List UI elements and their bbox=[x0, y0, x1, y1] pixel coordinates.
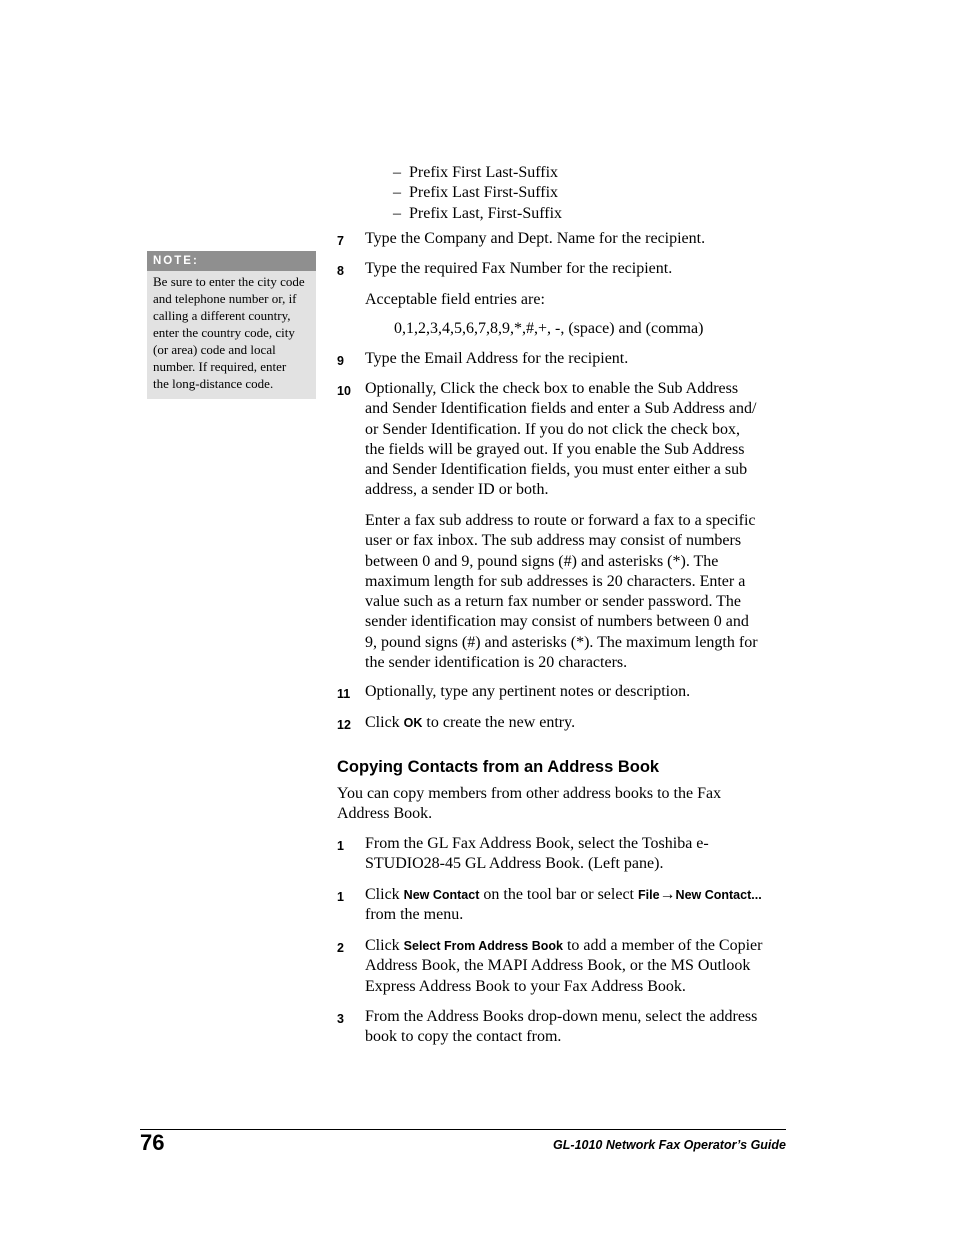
step-number: 1 bbox=[337, 890, 344, 904]
new-contact-menu-ref: New Contact... bbox=[675, 888, 762, 902]
step-11 bbox=[337, 682, 787, 702]
step-number: 10 bbox=[337, 384, 351, 398]
file-menu-ref: File bbox=[638, 888, 660, 902]
acceptable-entries-value: 0,1,2,3,4,5,6,7,8,9,*,#,+, -, (space) and (comma) bbox=[394, 320, 704, 337]
step-text: Type the Email Address for the recipient. bbox=[365, 350, 629, 367]
sub-address-paragraph: Enter a fax sub address to route or forward a fax to a specific user or fax inbox. The sub address may consist of numbers between 0 and 9, pound signs (#) and asterisks (*). The maximum length for sub addresses is 20 characters. Enter a value such as a return fax number or sender password. The sender identification may consist of numbers between 0 and 9, pound signs (#) and asterisks (*). The maximum length for the sender identification is 20 characters. bbox=[365, 512, 758, 672]
step-text: Optionally, type any pertinent notes or description. bbox=[365, 683, 691, 700]
step-number: 1 bbox=[337, 839, 344, 853]
copy-step-1 bbox=[337, 834, 787, 875]
list-item: – Prefix Last, First-Suffix bbox=[393, 204, 563, 222]
step-text: Type the Company and Dept. Name for the recipient. bbox=[365, 230, 706, 247]
arrow-icon: → bbox=[659, 886, 676, 903]
step-text: Click OK to create the new entry. bbox=[365, 714, 576, 731]
note-body: Be sure to enter the city code and telephone number or, if calling a different country, enter the country code, city (or area) code and local number. If required, enter the long-distance code. bbox=[153, 274, 305, 391]
footer-guide-title: GL-1010 Network Fax Operator’s Guide bbox=[553, 1138, 786, 1152]
list-item: – Prefix Last First-Suffix bbox=[393, 184, 559, 202]
ok-button-ref: OK bbox=[403, 716, 423, 730]
list-item: – Prefix First Last-Suffix bbox=[393, 164, 559, 181]
step-text: From the Address Books drop-down menu, select the address book to copy the contact from. bbox=[365, 1008, 758, 1046]
step-9 bbox=[337, 349, 787, 369]
step-7 bbox=[337, 229, 787, 249]
step-number: 11 bbox=[337, 687, 351, 701]
copy-step-2 bbox=[337, 936, 787, 997]
step-number: 9 bbox=[337, 354, 344, 368]
copy-step-1b bbox=[337, 885, 787, 926]
step-8 bbox=[337, 259, 787, 279]
step-12 bbox=[337, 713, 787, 733]
step-text: From the GL Fax Address Book, select the Toshiba e- STUDIO28-45 GL Address Book. (Left pane). bbox=[365, 835, 709, 873]
note-header: NOTE: bbox=[147, 251, 316, 271]
new-contact-ref: New Contact bbox=[403, 888, 480, 902]
step-number: 8 bbox=[337, 264, 344, 278]
step-10 bbox=[337, 379, 787, 501]
copy-step-3 bbox=[337, 1007, 787, 1048]
step-text: Optionally, Click the check box to enable the Sub Address and Sender Identification fields and enter a Sub Address and/ or Sender Identification. If you do not click the check box, the fields will be grayed out. If you enable the Sub Address and Sender Identification fields, you must enter either a sub address, a sender ID or both. bbox=[365, 380, 757, 499]
footer-divider bbox=[140, 1129, 786, 1130]
section-heading: Copying Contacts from an Address Book bbox=[337, 758, 660, 776]
name-format-list bbox=[393, 163, 562, 224]
acceptable-entries-label: Acceptable field entries are: bbox=[365, 291, 545, 308]
section-intro: You can copy members from other address books to the Fax Address Book. bbox=[337, 785, 722, 823]
step-number: 7 bbox=[337, 234, 344, 248]
step-text: Click Select From Address Book to add a member of the Copier Address Book, the MAPI Address Book, or the MS Outlook Express Address Book to your Fax Address Book. bbox=[365, 937, 763, 995]
page-number: 76 bbox=[140, 1130, 165, 1155]
step-number: 2 bbox=[337, 941, 344, 955]
step-text: Type the required Fax Number for the recipient. bbox=[365, 260, 673, 277]
note-box bbox=[147, 251, 316, 399]
step-number: 3 bbox=[337, 1012, 344, 1026]
step-number: 12 bbox=[337, 718, 351, 732]
select-from-address-book-ref: Select From Address Book bbox=[403, 939, 563, 953]
step-text: Click New Contact on the tool bar or select File→New Contact... from the menu. bbox=[365, 886, 762, 924]
